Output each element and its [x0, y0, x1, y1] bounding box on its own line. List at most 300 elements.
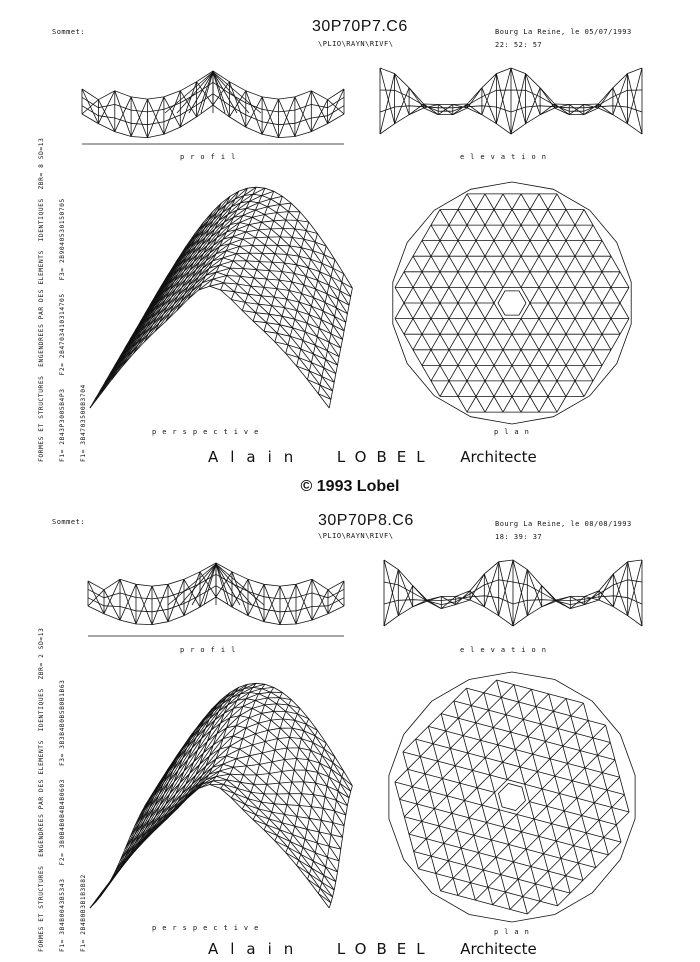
elevation-brace	[499, 562, 513, 626]
elevation-brace	[499, 560, 513, 616]
plan-lattice	[602, 272, 611, 288]
plan-lattice	[494, 303, 503, 319]
perspective-diagonal	[261, 296, 274, 297]
plan-lattice	[467, 365, 476, 381]
perspective-diagonal	[275, 748, 287, 750]
plan-lattice	[485, 303, 494, 319]
plan-lattice	[494, 210, 503, 226]
plan-lattice	[512, 397, 521, 413]
plan-lattice	[485, 287, 494, 303]
plan-lattice	[505, 892, 522, 897]
plan-lattice	[511, 732, 516, 749]
plan-lattice	[483, 857, 496, 870]
perspective-diagonal	[265, 739, 277, 742]
profil-brace	[115, 97, 131, 132]
plan-outline	[389, 672, 635, 922]
plan-lattice	[564, 798, 577, 811]
plan-lattice	[523, 897, 540, 902]
plan-lattice	[476, 723, 481, 740]
plan-lattice	[563, 733, 576, 746]
plan-lattice	[467, 287, 476, 303]
plan-lattice	[602, 241, 611, 257]
architect-role: Architecte	[460, 940, 537, 958]
plan-lattice	[607, 790, 624, 795]
perspective-diagonal	[246, 230, 259, 232]
profil-view	[84, 554, 348, 644]
plan-lattice	[431, 241, 440, 257]
plan-lattice	[572, 781, 577, 798]
plan-lattice	[408, 769, 413, 786]
plan-lattice	[395, 782, 412, 787]
plan-lattice	[566, 381, 575, 397]
plan-lattice	[494, 241, 503, 257]
plan-lattice	[558, 716, 571, 729]
plan-lattice	[485, 241, 494, 257]
plan-lattice	[512, 225, 521, 241]
plan-lattice	[566, 699, 583, 704]
perspective-diagonal	[180, 762, 194, 783]
plan-lattice	[548, 365, 557, 381]
plan-lattice	[485, 745, 498, 758]
elevation-caption: elevation	[460, 153, 552, 161]
plan-lattice	[530, 319, 539, 335]
plan-lattice	[408, 757, 421, 770]
plan-lattice	[471, 706, 488, 711]
plan-lattice	[511, 719, 524, 732]
plan-lattice	[530, 381, 539, 397]
plan-lattice	[557, 334, 566, 350]
side-line: FORMES ET STRUCTURES ENGENDREES PAR DES ELEMENTS IDENTIQUES ZBR= 2 SD=13	[38, 627, 45, 952]
plan-lattice	[549, 694, 554, 711]
plan-lattice	[526, 849, 531, 866]
plan-lattice	[403, 739, 416, 752]
plan-lattice	[442, 779, 459, 784]
plan-lattice	[519, 689, 532, 702]
plan-lattice	[526, 849, 543, 854]
plan-lattice	[539, 397, 548, 413]
plan-lattice	[539, 319, 548, 335]
perspective-diagonal	[236, 756, 249, 759]
plan-lattice	[476, 381, 485, 397]
plan-lattice	[468, 753, 473, 770]
plan-lattice	[602, 773, 607, 790]
plan-lattice	[494, 334, 503, 350]
plan-lattice	[418, 856, 431, 869]
plan-lattice	[604, 838, 621, 843]
plan-lattice	[444, 843, 449, 860]
plan-lattice	[466, 865, 483, 870]
plan-lattice	[620, 319, 629, 335]
plan-lattice	[553, 711, 570, 716]
plan-lattice	[446, 718, 459, 731]
plan-lattice	[422, 809, 435, 822]
plan-lattice	[490, 762, 503, 775]
plan-lattice	[566, 365, 575, 381]
plan-lattice	[433, 744, 438, 761]
plan-lattice	[539, 225, 548, 241]
plan-lattice	[539, 210, 548, 226]
perspective-diagonal	[278, 737, 290, 738]
perspective-diagonal	[259, 692, 271, 694]
file-path: \PLIO\RAYN\RIVF\	[318, 40, 394, 48]
plan-lattice	[482, 792, 495, 805]
perspective-diagonal	[286, 853, 299, 861]
plan-lattice	[536, 707, 553, 712]
plan-lattice	[416, 739, 433, 744]
perspective-row	[105, 771, 334, 890]
plan-lattice	[547, 806, 564, 811]
perspective-diagonal	[285, 759, 297, 760]
plan-lattice	[510, 909, 527, 914]
plan-lattice	[503, 194, 512, 210]
plan-lattice	[400, 787, 413, 800]
plan-lattice	[494, 272, 503, 288]
plan-lattice	[530, 365, 539, 381]
plan-lattice	[520, 754, 533, 767]
plan-lattice	[501, 697, 506, 714]
plan-lattice	[547, 806, 552, 823]
architect-role: Architecte	[460, 448, 537, 466]
plan-lattice	[566, 303, 575, 319]
plan-lattice	[485, 194, 494, 210]
perspective-diagonal	[269, 271, 282, 272]
perspective-diagonal	[282, 770, 294, 771]
plan-lattice	[566, 334, 575, 350]
plan-lattice	[591, 838, 604, 851]
perspective-diagonal	[268, 728, 280, 730]
plan-lattice	[483, 870, 488, 887]
plan-lattice	[598, 755, 615, 760]
plan-lattice	[494, 256, 503, 272]
perspective-diagonal	[252, 215, 264, 218]
plan-lattice	[577, 798, 582, 815]
location-date: Bourg La Reine, le 08/08/1993	[495, 520, 632, 528]
plan-lattice	[517, 814, 534, 819]
plan-lattice	[468, 753, 485, 758]
plan-lattice	[420, 757, 437, 762]
plan-lattice	[539, 824, 552, 837]
plan-lattice	[494, 397, 503, 413]
plan-lattice	[449, 861, 466, 866]
plan-lattice	[416, 726, 429, 739]
elevation-brace	[585, 591, 599, 597]
plan-lattice	[556, 841, 561, 858]
plan-lattice	[473, 770, 478, 787]
plan-lattice	[430, 779, 443, 792]
plan-lattice	[474, 823, 487, 836]
plan-lattice	[539, 256, 548, 272]
perspective-diagonal	[262, 687, 274, 688]
plan-lattice	[534, 819, 551, 824]
plan-lattice	[548, 210, 557, 226]
perspective-diagonal	[259, 720, 271, 723]
plan-lattice	[463, 723, 476, 736]
plan-lattice	[585, 768, 602, 773]
plan-lattice	[514, 685, 531, 690]
plan-lattice	[523, 719, 528, 736]
plan-lattice	[506, 702, 519, 715]
plan-lattice	[593, 738, 598, 755]
perspective-diagonal	[342, 777, 353, 786]
perspective-diagonal	[302, 794, 314, 795]
perspective-diagonal	[277, 836, 290, 842]
plan-lattice	[593, 365, 602, 381]
plan-lattice	[440, 365, 449, 381]
plan-lattice	[503, 397, 512, 413]
elevation-brace	[555, 104, 570, 105]
perspective-diagonal	[213, 780, 227, 781]
plan-lattice	[494, 287, 503, 303]
plan-lattice	[414, 839, 427, 852]
plan-lattice	[442, 779, 447, 796]
plan-lattice	[566, 272, 575, 288]
plan-lattice	[428, 726, 433, 743]
perspective-diagonal	[287, 805, 299, 806]
plan-lattice	[426, 839, 431, 856]
plan-lattice	[440, 241, 449, 257]
plan-lattice	[467, 241, 476, 257]
plan-lattice	[544, 854, 561, 859]
plan-lattice	[561, 846, 574, 859]
plan-lattice	[422, 256, 431, 272]
perspective-diagonal	[259, 304, 272, 305]
plan-lattice	[493, 892, 506, 905]
elevation-brace	[413, 601, 427, 607]
plan-lattice	[467, 350, 476, 366]
profil-brace	[88, 590, 104, 606]
plan-lattice	[512, 210, 521, 226]
plan-lattice	[440, 303, 449, 319]
plan-lattice	[449, 350, 458, 366]
plan-lattice	[523, 897, 528, 914]
plan-lattice	[590, 773, 603, 786]
perspective-diagonal	[221, 788, 235, 793]
plan-lattice	[458, 303, 467, 319]
plan-lattice	[426, 839, 443, 844]
plan-lattice	[515, 750, 532, 755]
plan-lattice	[503, 319, 512, 335]
plan-lattice	[558, 729, 575, 734]
perspective-diagonal	[283, 719, 295, 720]
elevation-brace	[542, 601, 556, 607]
perspective-diagonal	[262, 711, 274, 713]
plan-lattice	[474, 835, 479, 852]
plan-lattice	[453, 878, 470, 883]
perspective-diagonal	[233, 766, 246, 767]
perspective-diagonal	[256, 730, 269, 734]
elevation-brace	[511, 68, 526, 124]
plan-lattice	[496, 857, 513, 862]
plan-lattice	[548, 241, 557, 257]
profil-fan	[165, 72, 213, 113]
plan-lattice	[548, 858, 561, 871]
perspective-diagonal	[247, 261, 260, 262]
plan-lattice	[430, 791, 435, 808]
perspective-diagonal	[90, 385, 106, 408]
plan-lattice	[450, 748, 467, 753]
plan-lattice	[578, 863, 583, 880]
perspective-diagonal	[260, 262, 273, 263]
perspective-diagonal	[253, 742, 266, 745]
plan-lattice	[584, 210, 593, 226]
plan-lattice	[476, 210, 485, 226]
plan-lattice	[458, 319, 467, 335]
plan-lattice	[552, 811, 565, 824]
plan-lattice	[584, 703, 589, 720]
plan-lattice	[467, 319, 476, 335]
plan-lattice	[471, 870, 484, 883]
plan-lattice	[584, 381, 593, 397]
plan-lattice	[563, 746, 580, 751]
plan-lattice	[457, 818, 470, 831]
perspective-diagonal	[220, 767, 234, 771]
plan-lattice	[413, 272, 422, 288]
elevation-caption: elevation	[460, 646, 552, 654]
plan-lattice	[507, 767, 520, 780]
perspective-diagonal	[253, 820, 266, 825]
plan-lattice	[425, 774, 442, 779]
plan-lattice	[460, 783, 465, 800]
plan-lattice	[501, 875, 518, 880]
plan-lattice	[467, 194, 476, 210]
perspective-diagonal	[278, 245, 290, 246]
plan-lattice	[615, 760, 620, 777]
plan-lattice	[521, 272, 530, 288]
perspective-diagonal	[314, 795, 326, 797]
plan-lattice	[404, 303, 413, 319]
plan-lattice	[545, 741, 550, 758]
plan-lattice	[447, 783, 460, 796]
plan-lattice	[539, 334, 548, 350]
perspective-diagonal	[255, 698, 267, 701]
plan-lattice	[521, 334, 530, 350]
plan-lattice	[584, 225, 593, 241]
plan-lattice	[549, 694, 566, 699]
plan-lattice	[498, 745, 503, 762]
plan-lattice	[602, 256, 611, 272]
plan-lattice	[485, 334, 494, 350]
plan-lattice	[438, 748, 451, 761]
plan-lattice	[557, 210, 566, 226]
plan-lattice	[440, 350, 449, 366]
sommet-label: Sommet:	[52, 28, 86, 36]
plan-lattice	[422, 287, 431, 303]
timestamp: 22: 52: 57	[495, 41, 543, 49]
plan-lattice	[476, 303, 485, 319]
plan-lattice	[434, 796, 447, 809]
plan-lattice	[458, 210, 467, 226]
plan-lattice	[548, 350, 557, 366]
plan-lattice	[525, 784, 542, 789]
plan-lattice	[469, 818, 474, 835]
plan-lattice	[506, 715, 511, 732]
plan-lattice	[607, 777, 620, 790]
plan-lattice	[513, 862, 518, 879]
plan-lattice	[485, 365, 494, 381]
profil-brace	[262, 99, 278, 134]
plan-lattice	[425, 774, 430, 791]
perspective-diagonal	[230, 774, 243, 775]
plan-lattice	[467, 272, 476, 288]
plan-lattice	[566, 699, 571, 716]
perspective-diagonal	[236, 253, 249, 254]
plan-lattice	[602, 319, 611, 335]
plan-lattice	[468, 740, 481, 753]
plan-lattice	[449, 381, 458, 397]
perspective-diagonal	[275, 841, 288, 848]
plan-lattice	[602, 334, 611, 350]
plan-lattice	[575, 241, 584, 257]
plan-lattice	[414, 852, 419, 869]
plan-lattice	[436, 861, 449, 874]
plan-lattice	[571, 716, 576, 733]
plan-lattice	[540, 889, 553, 902]
plan-lattice	[490, 775, 507, 780]
plan-lattice	[458, 718, 475, 723]
perspective-diagonal	[267, 279, 280, 280]
plan-lattice	[575, 303, 584, 319]
plan-lattice	[548, 319, 557, 335]
plan-lattice	[612, 807, 629, 812]
perspective-diagonal	[250, 753, 263, 756]
profil-brace	[312, 590, 328, 620]
plan-lattice	[557, 287, 566, 303]
plan-lattice	[576, 733, 593, 738]
plan-lattice	[537, 772, 542, 789]
plan-lattice	[404, 319, 413, 335]
plan-lattice	[558, 893, 571, 906]
plan-lattice	[449, 210, 458, 226]
perspective-diagonal	[304, 782, 316, 783]
plan-caption: plan	[494, 928, 535, 936]
perspective-diagonal	[243, 269, 256, 270]
plan-lattice	[566, 319, 575, 335]
plan-lattice	[485, 256, 494, 272]
plan-lattice	[602, 773, 619, 778]
perspective-caption: perspective	[152, 428, 265, 436]
profil-brace	[232, 579, 248, 607]
side-line: FORMES ET STRUCTURES ENGENDREES PAR DES ELEMENTS IDENTIQUES ZBR= 8 SD=13	[38, 137, 45, 462]
perspective-diagonal	[257, 270, 270, 271]
plan-lattice	[473, 770, 490, 775]
plan-lattice	[598, 743, 611, 756]
perspective-diagonal	[271, 719, 283, 720]
plan-lattice	[521, 303, 530, 319]
plan-lattice	[583, 868, 596, 881]
plan-lattice	[514, 685, 519, 702]
plan-lattice	[467, 225, 476, 241]
plan-lattice	[422, 821, 439, 826]
profil-brace	[152, 584, 168, 624]
plan-lattice	[599, 820, 604, 837]
plan-lattice	[515, 750, 520, 767]
plan-lattice	[537, 772, 554, 777]
plan-lattice	[471, 883, 476, 900]
plan-lattice	[593, 725, 606, 738]
plan-lattice	[560, 794, 577, 799]
plan-lattice	[422, 303, 431, 319]
plan-lattice	[441, 714, 446, 731]
plan-lattice	[499, 810, 504, 827]
drawing-code: 30P70P8.C6	[318, 512, 414, 529]
plan-lattice	[599, 820, 616, 825]
plan-lattice	[529, 802, 546, 807]
profil-fan	[216, 564, 252, 605]
perspective-diagonal	[259, 229, 271, 230]
plan-lattice	[473, 758, 486, 771]
plan-lattice	[490, 775, 495, 792]
plan-lattice	[493, 728, 510, 733]
